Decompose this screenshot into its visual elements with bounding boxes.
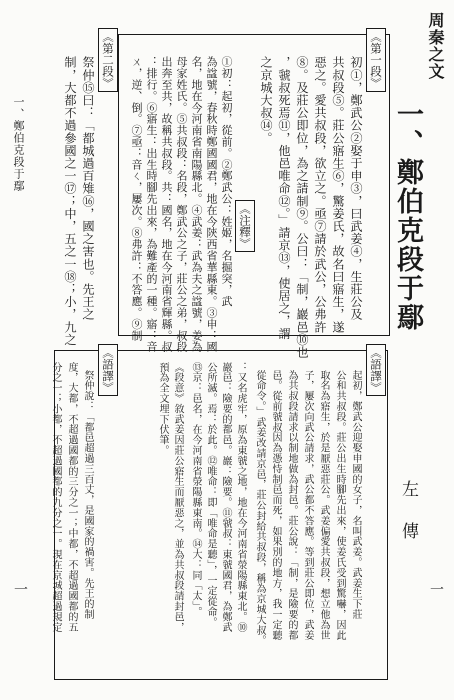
translation-column: 公和共叔段。莊公出生時腳先出來，使姜氏受到驚嚇，因此 (334, 370, 345, 641)
author-name: 左 傳 (398, 480, 418, 543)
text-column: ，虢叔死焉⑪，他邑唯命⑫。」請京⑬，使居之，謂 (277, 56, 291, 340)
translation-column: 從命令。」武姜改請京邑，莊公封給共叔段，稱為京城大叔。 (254, 370, 265, 646)
chapter-title: 一、鄭伯克段于鄢 (392, 100, 423, 332)
analysis-column: 預為全文埋下伏筆。 (157, 362, 168, 456)
note-column: ：又名虎牢，原為東虢之地，地在今河南省滎陽縣東北。⑩ (235, 362, 246, 633)
text-column: 制，大都不過參國之一⑰；中，五之一⑱；小，九之 (63, 56, 77, 346)
note-column: 出奔至共，故稱共叔段。共：國名，地在今河南省輝縣。叔 (160, 56, 173, 353)
note-column: 巖邑：險要的都邑。巖：險要。⑪虢叔：東虢國君，為鄭武 (220, 362, 231, 633)
book-series-title: 周秦之文 (426, 12, 445, 80)
section-label-para1: 《第一段》 (366, 28, 386, 92)
note-column: ：排行。⑥寤生：出生時腳先出來，為難產的一種。寤：音 (145, 56, 158, 353)
translation-column: 度，大都，不超過國都的三分之一；中都，不超過國都的五 (66, 362, 77, 633)
section-label-notes: 《注釋》 (235, 200, 255, 252)
translation-column: 祭仲說：「都邑超過三百丈，是國家的禍害。先王的制 (82, 370, 93, 620)
translation-column: 起初，鄭武公迎娶申國的女子，名叫武姜。武姜生下莊 (350, 370, 361, 620)
text-column: 共叔段⑤。莊公寤生⑥，驚姜氏，故名曰寤生，遂 (331, 56, 345, 334)
translation-column: 分之一；小都，不超過國都的九分之一。現在京城超過規定 (50, 362, 61, 633)
note-column: ㄨ，逆、倒。⑦亟：音ㄑ，屢次。⑧弗許：不答應。⑨制 (130, 56, 143, 341)
section-label-translation: 《語譯》 (366, 344, 386, 396)
page-number-left: 一 (12, 582, 28, 596)
translation-column: 取名為寤生，於是厭惡莊公。武姜偏愛共叔段，想立他為世 (318, 370, 329, 641)
text-column: 惡之。愛共叔段，欲立之。亟⑦請於武公，公弗許 (313, 56, 327, 334)
note-column: ①初：起初，從前。②鄭武公：姓姬，名掘突，武 (220, 56, 233, 307)
page-number: 一 (428, 582, 444, 596)
translation-column: 為共叔段請求以制地做為封邑。莊公說：「制，是險要的都 (286, 370, 297, 641)
text-column: 祭仲⑮曰：「都城過百雉⑯，國之害也。先王之 (81, 56, 95, 321)
note-column: 公所滅。焉：於此。⑫唯命：即「唯命是聽」，一定從命。 (205, 362, 216, 628)
side-caption: 一、鄭伯克段于鄢 (12, 96, 25, 192)
translation-column: 子，屢次向武公請求，武公都不答應。等到莊公即位，武姜 (302, 370, 313, 641)
note-column: ⑬京：邑名，在今河南省滎陽縣東南。⑭大：同「太」。 (190, 362, 201, 617)
analysis-column: 《段意》敘武姜因莊公寤生而厭惡之，並為共叔段請封邑， (172, 362, 183, 633)
section-label-translation2: 《語譯》 (98, 344, 118, 396)
text-column: ⑧。及莊公即位，為之請制⑨。公曰：「制，巖邑⑩也 (295, 56, 309, 359)
text-column: 之京城大叔⑭。 (259, 56, 273, 145)
note-column: 為諡號，春秋時鄭國國君，地在今陝西省華縣東。③申：國 (205, 56, 218, 353)
note-column: 名，地在今河南省南陽縣北。④武姜：武為夫之諡號，姜為 (190, 56, 203, 353)
note-column: 母家姓氏。⑤共叔段：名段，鄭武公之子，莊公之弟，叔段 (175, 56, 188, 353)
section-label-para2: 《第二段》 (98, 28, 118, 92)
translation-column: 邑。從前虢叔因為憑恃制邑而死，如果別的地方，我一定聽 (270, 370, 281, 641)
text-column: 初①，鄭武公②娶于申③，曰武姜④，生莊公及 (349, 56, 363, 321)
